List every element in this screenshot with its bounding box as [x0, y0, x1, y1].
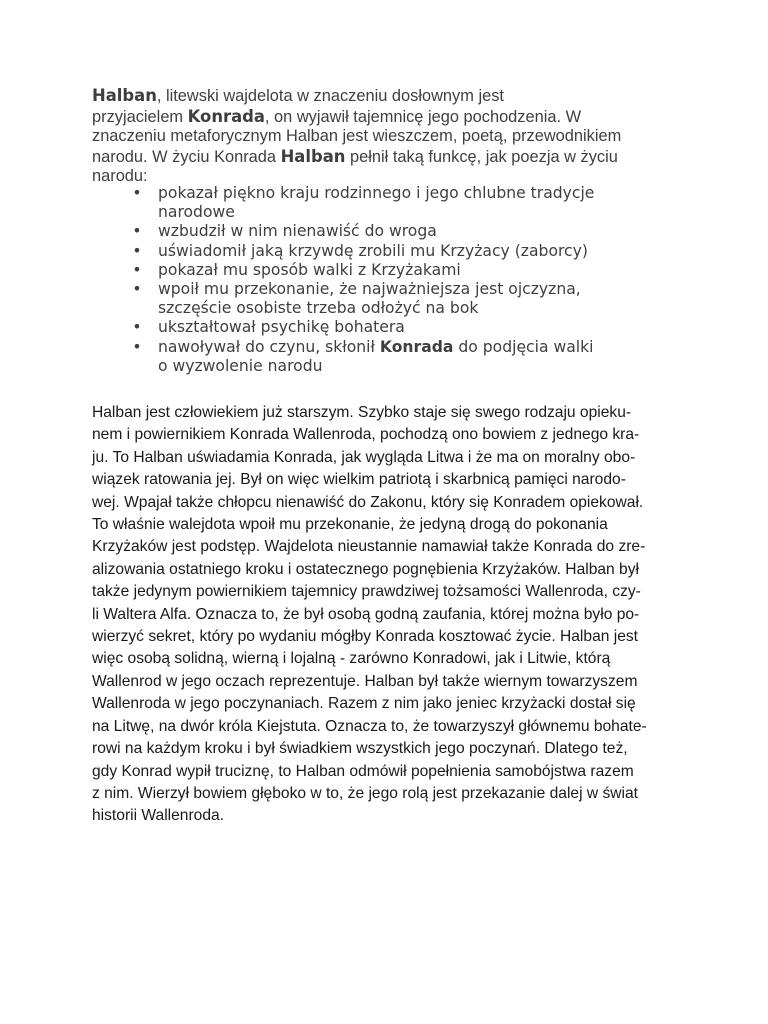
body-line: wiązek ratowania jej. Był on więc wielkim patriotą i skarbnicą pamięci narodo- [92, 471, 626, 489]
body-line: li Waltera Alfa. Oznacza to, że był osobą godną zaufania, której można było po- [92, 605, 640, 623]
body-line: historii Wallenroda. [92, 807, 225, 825]
bullet-marker: • [132, 318, 142, 337]
body-line: alizowania ostatniego kroku i ostatecznego pognębienia Krzyżaków. Halban był [92, 560, 639, 578]
bullet-marker: • [132, 184, 142, 202]
body-line: Krzyżaków jest podstęp. Wajdelota nieustannie namawiał także Konrada do zre- [92, 538, 646, 556]
body-line: na Litwę, na dwór króla Kiejstuta. Oznacza to, że towarzyszył głównemu bohate- [92, 717, 647, 735]
body-line: Wallenroda w jego poczynaniach. Razem z nim jako jeniec krzyżacki dostał się [92, 695, 636, 713]
body-line: rowi na każdym kroku i był świadkiem wszystkich jego poczynań. Dlatego też, [92, 740, 628, 758]
intro-line-3: znaczeniu metaforycznym Halban jest wieszczem, poetą, przewodnikiem [92, 127, 622, 146]
body-line: To właśnie walejdota wpoił mu przekonanie, że jedyną drogą do pokonania [92, 516, 608, 534]
list-item: • ukształtował psychikę bohatera [132, 318, 405, 337]
list-item: • pokazał mu sposób walki z Krzyżakami [132, 260, 461, 279]
konrada-bold: Konrada [187, 106, 265, 126]
body-line: wej. Wpajał także chłopcu nienawiść do Zakonu, który się Konradem opiekował. [92, 493, 644, 511]
body-line: nem i powiernikiem Konrada Wallenroda, pochodzą ono bowiem z jednego kra- [92, 426, 640, 444]
bullet-marker: • [132, 260, 142, 279]
body-line: Halban jest człowiekiem już starszym. Szybko staje się swego rodzaju opieku- [92, 404, 632, 421]
intro-line-5: narodu: [92, 167, 148, 186]
halban-bold: Halban [92, 86, 157, 105]
list-item: • uświadomił jaką krzywdę zrobili mu Krzyżacy (zaborcy) [132, 241, 588, 260]
bullet-marker: • [132, 222, 142, 241]
konrada-bold: Konrada [379, 337, 454, 356]
intro-line-2: przyjacielem Konrada, on wyjawił tajemnicę jego pochodzenia. W [92, 106, 582, 126]
body-line: z nim. Wierzył bowiem głęboko w to, że jego rolą jest przekazanie dalej w świat [92, 784, 639, 802]
halban-bold: Halban [280, 146, 346, 166]
list-item: • pokazał piękno kraju rodzinnego i jego chlubne tradycje narodowe [132, 184, 595, 222]
list-item: • wpoił mu przekonanie, że najważniejsza jest ojczyzna, szczęście osobiste trzeba odłożyć na bok [132, 280, 581, 318]
body-line: Wallenrod w jego oczach reprezentuje. Halban był także wiernym towarzyszem [92, 672, 638, 690]
body-line: więc osobą solidną, wierną i lojalną - zarówno Konradowi, jak i Litwie, którą [92, 650, 611, 668]
body-paragraph [92, 402, 682, 828]
bullet-marker: • [132, 241, 142, 260]
intro-paragraph [92, 86, 692, 187]
body-line: wierzyć sekret, który po wydaniu mógłby Konrada kosztować życie. Halban jest [92, 628, 639, 646]
intro-line-1: Halban, litewski wajdelota w znaczeniu dosłownym jest [92, 86, 504, 105]
list-item: • nawoływał do czynu, skłonił Konrada do podjęcia walki o wyzwolenie narodu [132, 337, 594, 375]
bullet-marker: • [132, 280, 142, 299]
body-line: także jedynym powiernikiem tajemnicy prawdziwej tożsamości Wallenroda, czy- [92, 583, 641, 601]
list-item: • wzbudził w nim nienawiść do wroga [132, 222, 437, 241]
body-line: ju. To Halban uświadamia Konrada, jak wygląda Litwa i że ma on moralny obo- [92, 448, 636, 466]
bullet-marker: • [132, 337, 142, 356]
bullet-list [132, 184, 672, 376]
intro-line-4: narodu. W życiu Konrada Halban pełnił taką funkcę, jak poezja w życiu [92, 146, 618, 166]
body-line: gdy Konrad wypił truciznę, to Halban odmówił popełnienia samobójstwa razem [92, 762, 634, 780]
